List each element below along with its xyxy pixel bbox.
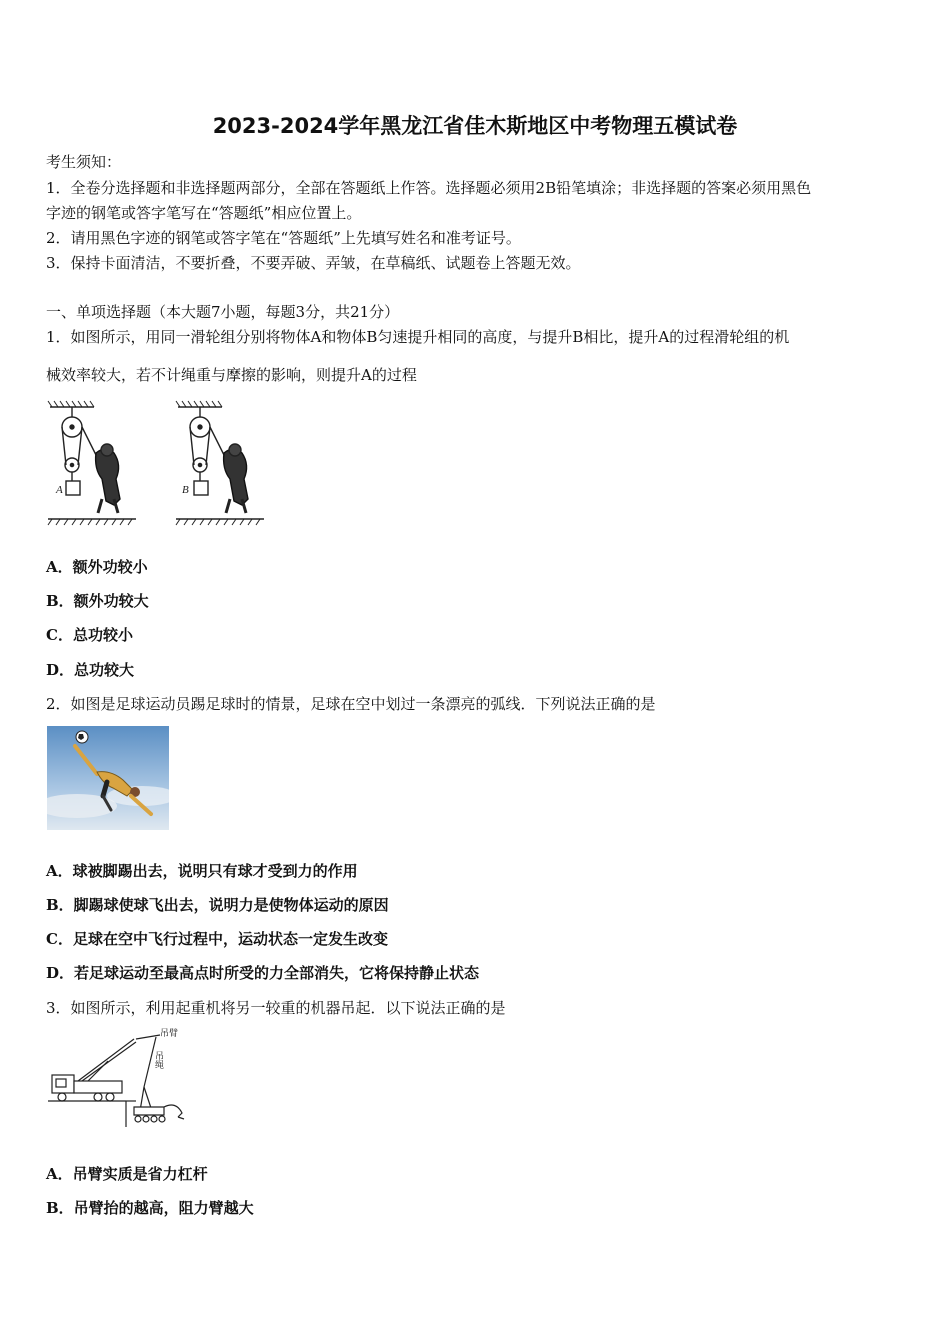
label-arm: 吊臂 — [160, 1029, 179, 1039]
pulley-diagram-b — [176, 401, 264, 525]
q2-option-a: A．球被脚踢出去，说明只有球才受到力的作用 — [46, 862, 358, 880]
q3-option-a: A．吊臂实质是省力杠杆 — [46, 1165, 208, 1183]
notice-heading: 考生须知： — [46, 153, 122, 171]
q2-option-b: B．脚踢球使球飞出去，说明力是使物体运动的原因 — [46, 896, 389, 914]
notice-item: 字迹的钢笔或答字笔写在“答题纸”相应位置上。 — [46, 204, 362, 222]
pulley-diagram-a — [48, 401, 136, 525]
pulley-figure — [44, 395, 274, 527]
q2-option-c: C．足球在空中飞行过程中，运动状态一定发生改变 — [46, 930, 388, 948]
notice-item: 2．请用黑色字迹的钢笔或答字笔在“答题纸”上先填写姓名和准考证号。 — [46, 229, 521, 247]
q1-option-b: B．额外功较大 — [46, 592, 149, 610]
notice-item: 1．全卷分选择题和非选择题两部分，全部在答题纸上作答。选择题必须用2B铅笔填涂；非选择题的答案必须用黑色 — [46, 179, 812, 197]
label-b: B — [182, 484, 189, 496]
question-3-stem: 3．如图所示，利用起重机将另一较重的机器吊起．以下说法正确的是 — [46, 999, 506, 1017]
notice-item: 3．保持卡面清洁，不要折叠，不要弄破、弄皱，在草稿纸、试题卷上答题无效。 — [46, 254, 581, 272]
question-1-stem: 1．如图所示，用同一滑轮组分别将物体A和物体B匀速提升相同的高度，与提升B相比，提升A的过程滑轮组的机 — [46, 328, 790, 346]
q3-option-b: B．吊臂抬的越高，阻力臂越大 — [46, 1199, 254, 1217]
label-rope: 吊绳 — [153, 1051, 163, 1069]
question-1-stem-cont: 械效率较大，若不计绳重与摩擦的影响，则提升A的过程 — [46, 366, 417, 384]
question-2-stem: 2．如图是足球运动员踢足球时的情景，足球在空中划过一条漂亮的弧线．下列说法正确的是 — [46, 695, 656, 713]
q1-option-d: D．总功较大 — [46, 661, 135, 679]
q2-option-d: D．若足球运动至最高点时所受的力全部消失，它将保持静止状态 — [46, 964, 480, 982]
q1-option-a: A．额外功较小 — [46, 558, 148, 576]
section-heading: 一、单项选择题（本大题7小题，每题3分，共21分） — [46, 303, 400, 321]
crane-figure — [48, 1027, 188, 1129]
q1-option-c: C．总功较小 — [46, 626, 133, 644]
label-a: A — [56, 484, 63, 496]
page-title: 2023-2024学年黑龙江省佳木斯地区中考物理五模试卷 — [212, 114, 738, 138]
soccer-photo — [47, 726, 169, 830]
